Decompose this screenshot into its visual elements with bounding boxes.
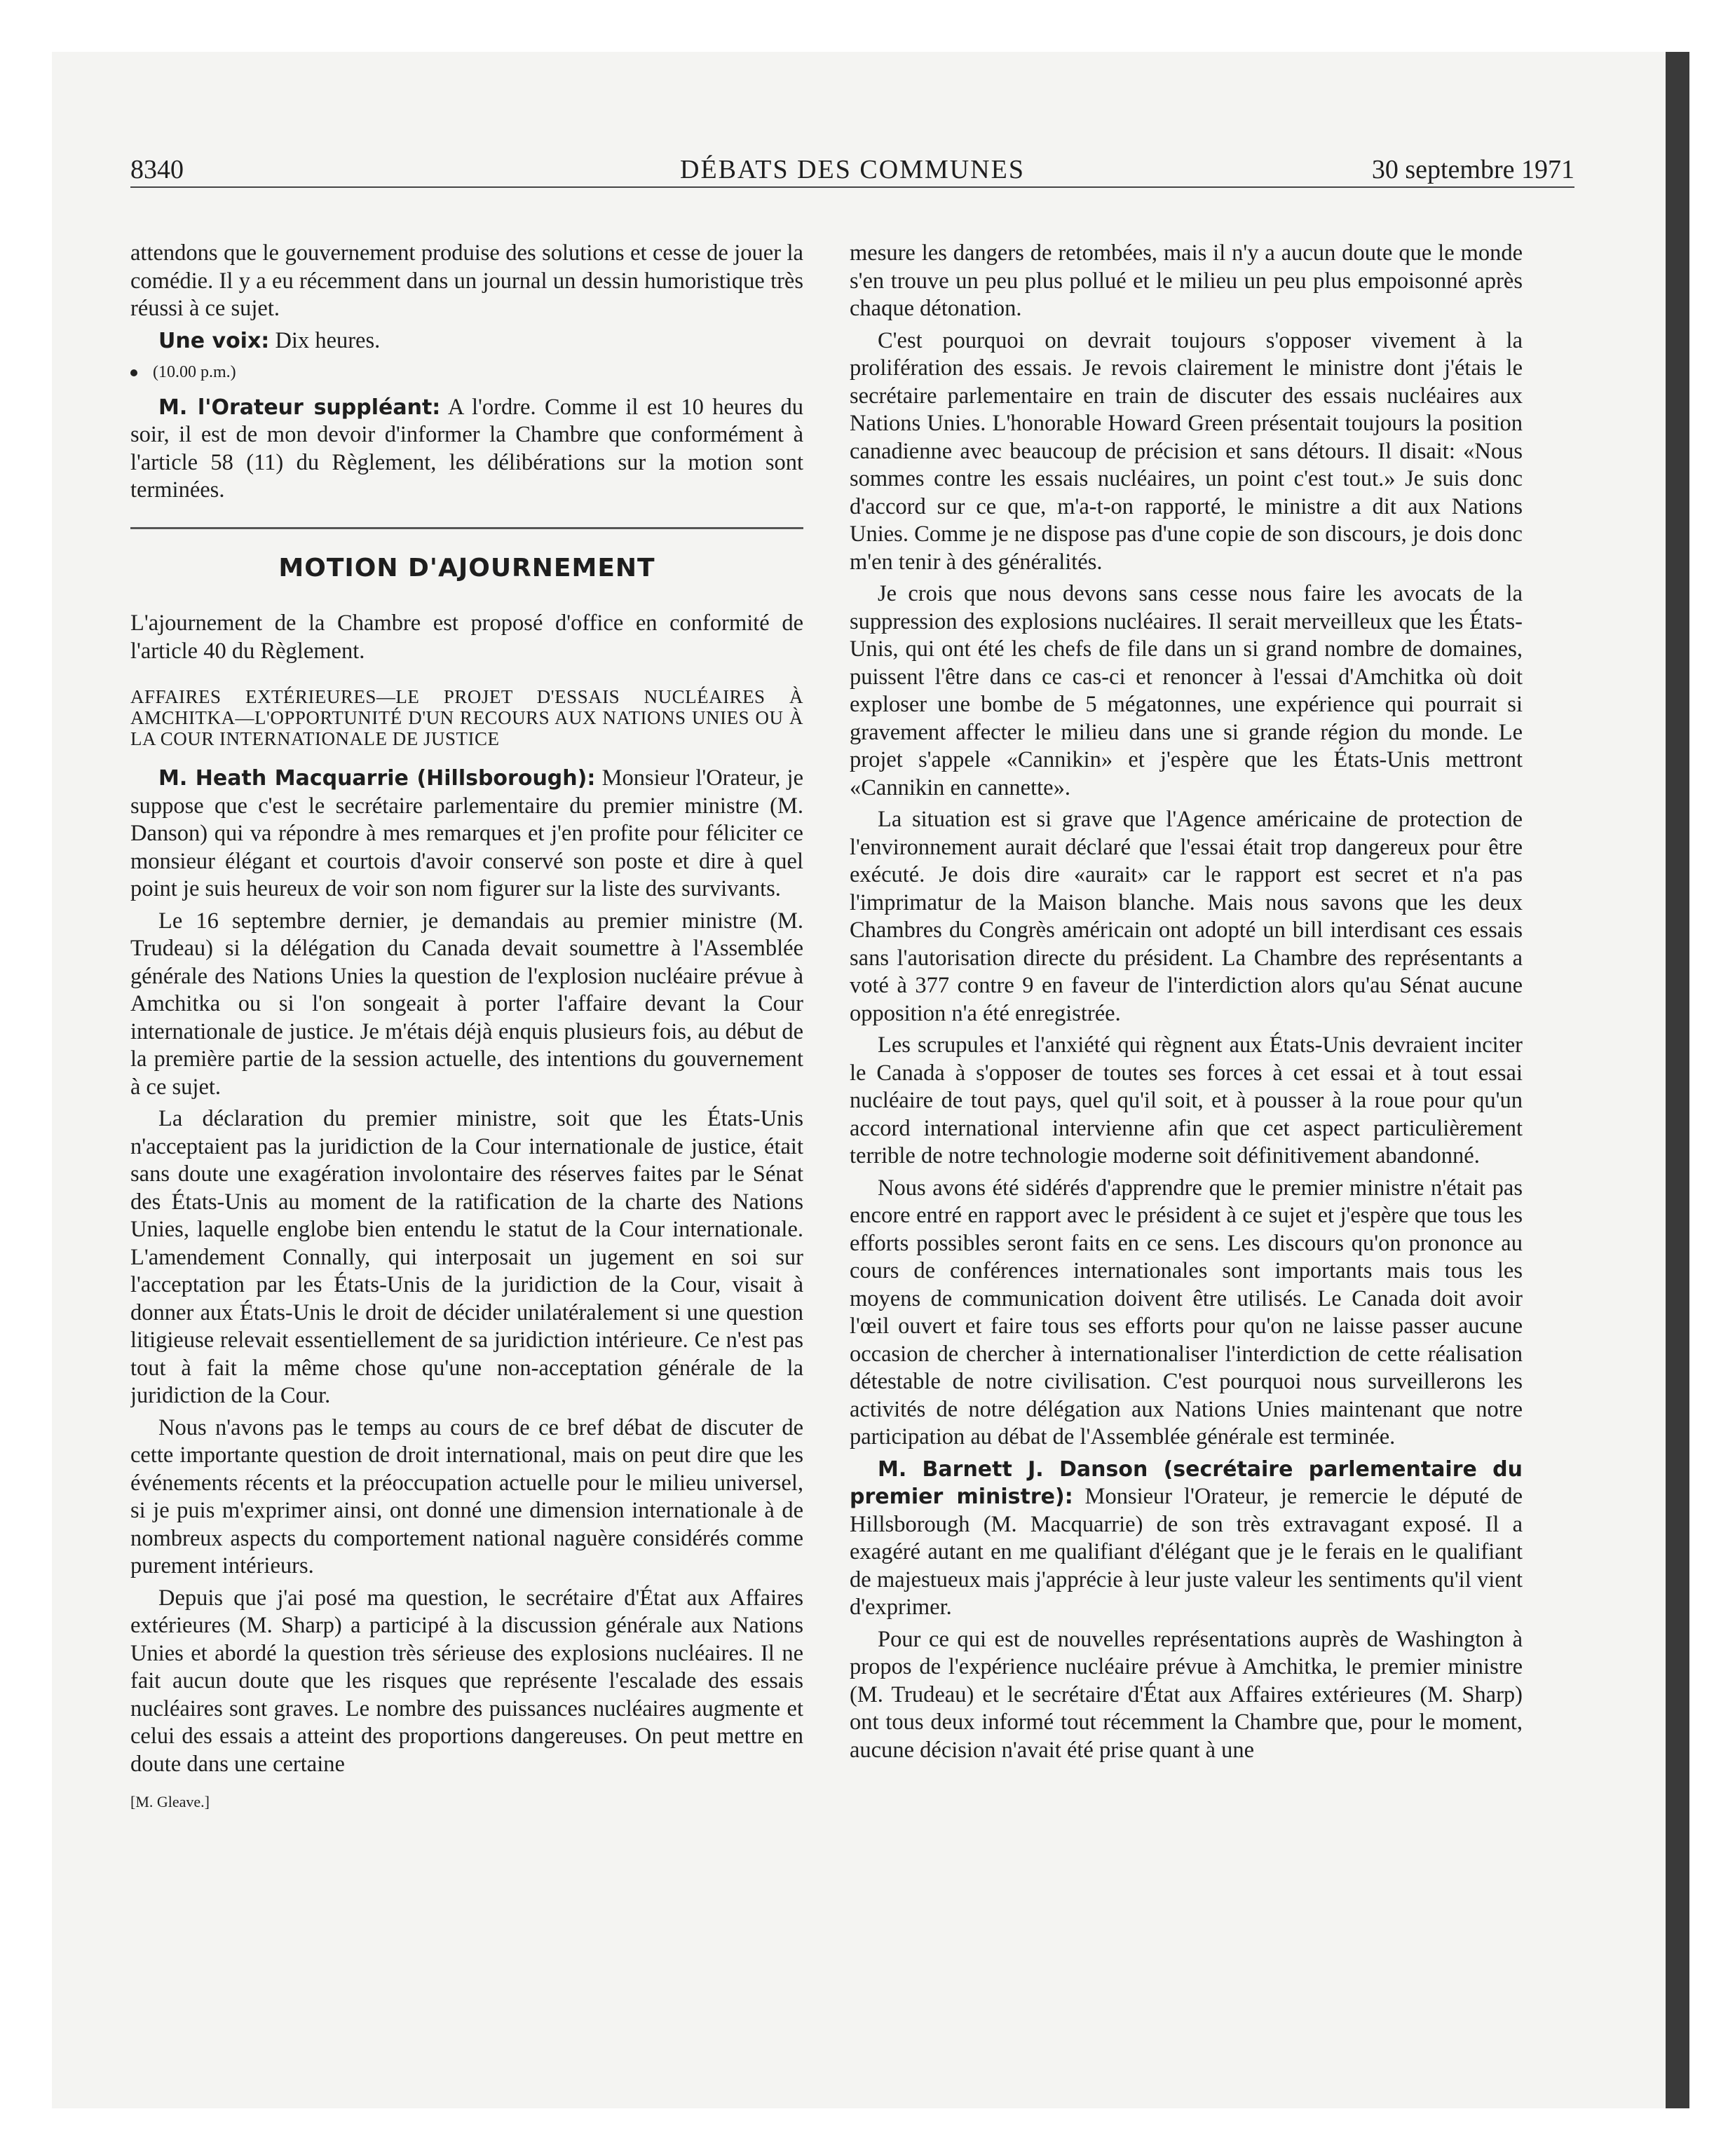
speech-macquarrie — [130, 765, 803, 903]
left-column — [130, 240, 803, 2034]
paragraph: L'ajournement de la Chambre est proposé d'office en conformité de l'article 40 du Règlement. — [130, 610, 803, 664]
paragraph: Pour ce qui est de nouvelles représentations auprès de Washington à propos de l'expérience nucléaire prévue à Amchitka, le premier ministre (M. Trudeau) et le secrétaire d'État aux Affaires extérieures (M. Sharp) ont tous deux informé tout récemment la Chambre que, pour le moment, aucune décision n'avait été prise quant à une — [850, 1626, 1523, 1763]
time-note-text: (10.00 p.m.) — [153, 363, 236, 381]
paragraph: Les scrupules et l'anxiété qui règnent aux États-Unis devraient inciter le Canada à s'opposer de toutes ses forces à cet essai et à tout essai nucléaire de tout pays, quel qu'il soit, et à pousser à la roue pour qu'un accord international intervienne afin que cet aspect particulièrement terrible de notre technologie moderne soit définitivement abandonné. — [850, 1032, 1523, 1168]
speech-text: Monsieur l'Orateur, je remercie le député de Hillsborough (M. Macquarrie) de son très extravagant exposé. Il a exagéré autant en me qualifiant d'élégant que je le ferais en le qualifiant de majestueux mais j'apprécie à leur juste valeur les sentiments qu'il vient d'exprimer. — [850, 1484, 1523, 1620]
section-divider — [130, 527, 803, 529]
paragraph: Le 16 septembre dernier, je demandais au premier ministre (M. Trudeau) si la délégation du Canada devait soumettre à l'Assemblée générale des Nations Unies la question de l'explosion nucléaire prévue à Amchitka ou si l'on songeait à porter l'affaire devant la Cour internationale de justice. Je m'étais déjà enquis plusieurs fois, au début de la première partie de la session actuelle, des intentions du gouvernement à ce sujet. — [130, 908, 803, 1100]
speaker-name: M. l'Orateur suppléant: — [158, 395, 441, 420]
paragraph: Nous avons été sidérés d'apprendre que le premier ministre n'était pas encore entré en rapport avec le président à ce sujet et j'espère que tous les efforts possibles seront faits en ce sens. Les discours qu'on prononce au cours de conférences internationales sont importants mais tous les moyens de communication doivent être utilisés. Le Canada doit avoir l'œil ouvert et faire tous ses efforts pour qu'on ne laisse passer aucune occasion de chercher à internationaliser l'interdiction de cette réalisation détestable de notre civilisation. C'est pourquoi nous surveillerons les activités de notre délégation aux Nations Unies maintenant que notre participation au débat de l'Assemblée générale est terminée. — [850, 1175, 1523, 1449]
topic-title: AFFAIRES EXTÉRIEURES—LE PROJET D'ESSAIS NUCLÉAIRES À AMCHITKA—L'OPPORTUNITÉ D'UN RECOURS AUX NATIONS UNIES OU À LA COUR INTERNATIONALE DE JUSTICE — [130, 686, 803, 749]
paragraph: mesure les dangers de retombées, mais il n'y a aucun doute que le monde s'en trouve un peu plus pollué et le milieu un peu plus empoisonné après chaque détonation. — [850, 240, 1523, 321]
speaker-footnote: [M. Gleave.] — [130, 1793, 210, 1810]
paragraph: Nous n'avons pas le temps au cours de ce bref débat de discuter de cette importante question de droit international, mais on peut dire que les événements récents et la préoccupation actuelle pour le milieu universel, si je puis m'exprimer ainsi, ont donné une dimension internationale à de nombreux aspects du comportement national naguère considérés comme purement intérieurs. — [130, 1414, 803, 1578]
paragraph: Depuis que j'ai posé ma question, le secrétaire d'État aux Affaires extérieures (M. Sharp) a participé à la discussion générale aux Nations Unies et abordé la question très sérieuse des explosions nucléaires. Il ne fait aucun doute que les risques que représente l'escalade des essais nucléaires sont graves. Le nombre des puissances nucléaires augmente et celui des essais a atteint des proportions dangereuses. On peut mettre en doute dans une certaine — [130, 1585, 803, 1777]
speech-danson — [850, 1456, 1523, 1622]
paragraph: Je crois que nous devons sans cesse nous faire les avocats de la suppression des explosions nucléaires. Il serait merveilleux que les États-Unis, qui ont été les chefs de file dans un si grand nombre de domaines, puissent l'être dans ce cas-ci et renoncer à l'essai d'Amchitka où doit exploser une bombe de 5 mégatonnes, une expérience qui pourrait si gravement affecter le milieu dans une si grande région du monde. Le projet s'appele «Cannikin» et j'espère que les États-Unis mettront «Cannikin en cannette». — [850, 581, 1523, 800]
page-number: 8340 — [130, 155, 184, 184]
header-rule — [130, 186, 1574, 188]
right-column — [850, 240, 1523, 2034]
paragraph: La situation est si grave que l'Agence américaine de protection de l'environnement aurait déclaré que l'essai était trop dangereux pour être exécuté. Je dois dire «aurait» car le rapport est secret et n'a pas l'imprimatur de la Maison blanche. Mais nous savons que les deux Chambres du Congrès américain ont adopté un bill interdisant ces essais sans l'autorisation directe du président. La Chambre des représentants a voté à 377 contre 9 en faveur de l'interdiction alors qu'au Sénat aucune opposition n'a été enregistrée. — [850, 807, 1523, 1026]
paragraph: attendons que le gouvernement produise des solutions et cesse de jouer la comédie. Il y a eu récemment dans un journal un dessin humoristique très réussi à ce sujet. — [130, 240, 803, 321]
time-note — [130, 359, 803, 387]
speech-text: Dix heures. — [269, 327, 381, 353]
speaker-name: Une voix: — [158, 328, 270, 353]
speaker-name: M. Barnett J. Danson (secrétaire parlementaire du premier ministre): — [850, 1456, 1523, 1509]
speech-text: A l'ordre. Comme il est 10 heures du soir, il est de mon devoir d'informer la Chambre que conformément à l'article 58 (11) du Règlement, les délibérations sur la motion sont terminées. — [130, 394, 803, 503]
speech-voice — [130, 327, 803, 355]
bullet-icon — [130, 369, 137, 376]
publication-title: DÉBATS DES COMMUNES — [680, 155, 1025, 184]
session-date: 30 septembre 1971 — [1371, 155, 1574, 184]
paragraph: La déclaration du premier ministre, soit que les États-Unis n'acceptaient pas la juridiction de la Cour internationale de justice, était sans doute une exagération involontaire des réserves faites par le Sénat des États-Unis au moment de la ratification de la charte des Nations Unies, laquelle englobe bien entendu le statut de la Cour internationale. L'amendement Connally, qui interposait un jugement en soi sur l'acceptation par les États-Unis de la juridiction de la Cour, visait à donner aux États-Unis le droit de décider unilatéralement si une question litigieuse relevait essentiellement de sa juridiction intérieure. Ce n'est pas tout à fait la même chose qu'une non-acceptation générale de la juridiction de la Cour. — [130, 1106, 803, 1408]
paragraph: C'est pourquoi on devrait toujours s'opposer vivement à la prolifération des essais. Je revois clairement le ministre dont j'étais le secrétaire parlementaire en train de discuter des essais nucléaires aux Nations Unies. L'honorable Howard Green présentait toujours la position canadienne avec beaucoup de précision et sans détours. Il disait: «Nous sommes contre les essais nucléaires, un point c'est tout.» Je suis donc d'accord sur ce que, m'a-t-on rapporté, le ministre a dit aux Nations Unies. Comme je ne dispose pas d'une copie de son discours, je dois donc m'en tenir à des généralités. — [850, 327, 1523, 575]
speaker-name: M. Heath Macquarrie (Hillsborough): — [158, 766, 596, 791]
speech-orateur — [130, 394, 803, 505]
scan-edge-shadow — [1666, 52, 1689, 2108]
section-heading: MOTION D'AJOURNEMENT — [278, 553, 655, 582]
speech-text: Monsieur l'Orateur, je suppose que c'est le secrétaire parlementaire du premier ministre (M. Danson) qui va répondre à mes remarques et j'en profite pour féliciter ce monsieur élégant et courtois d'avoir conservé son poste et dire à quel point je suis heureux de voir son nom figurer sur la liste des survivants. — [130, 765, 803, 901]
page-header — [130, 150, 1574, 189]
